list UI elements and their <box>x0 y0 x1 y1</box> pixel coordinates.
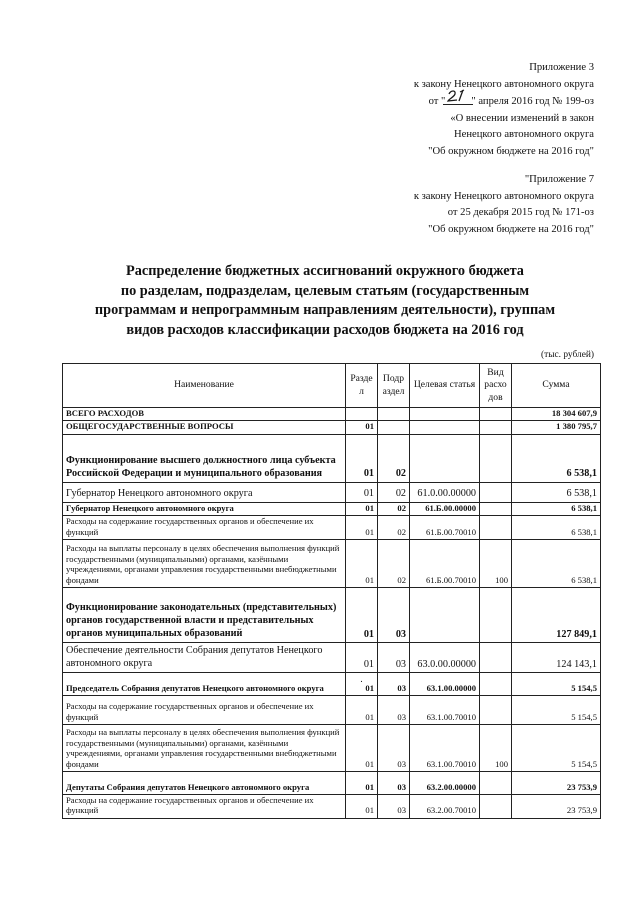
row-type <box>480 434 512 482</box>
appendix-law-title-3: "Об окружном бюджете на 2016 год" <box>428 145 594 157</box>
row-target: 61.Б.00.00000 <box>410 502 480 515</box>
table-row <box>63 516 601 540</box>
row-amount: 6 538,1 <box>512 540 601 588</box>
row-section: 01 <box>346 725 378 772</box>
row-amount: 124 143,1 <box>512 643 601 673</box>
row-amount: 5 154,5 <box>512 673 601 696</box>
row-subsection: 03 <box>378 643 410 673</box>
row-type <box>480 421 512 434</box>
title-line-4: видов расходов классификации расходов бюджета на 2016 год <box>126 321 524 338</box>
handwritten-date-day <box>445 93 471 105</box>
units-label: (тыс. рублей) <box>540 350 594 360</box>
row-subsection <box>378 408 410 421</box>
title-line-3: программам и непрограммным направлениям деятельности), группам <box>94 302 556 319</box>
header-amount: Сумма <box>512 364 601 408</box>
header-target: Целевая статья <box>410 364 480 408</box>
row-target: 63.2.00.00000 <box>410 772 480 795</box>
original-law-date: от 25 декабря 2015 год № 171-оз <box>447 207 594 219</box>
row-subsection: 03 <box>378 795 410 819</box>
row-target: 63.1.00.70010 <box>410 696 480 725</box>
table-row <box>63 725 601 772</box>
row-name: Функционирование высшего должностного лица субъекта Российской Федерации и муниципального образования <box>63 434 346 482</box>
row-subsection <box>378 421 410 434</box>
row-amount: 6 538,1 <box>512 516 601 540</box>
row-type <box>480 588 512 643</box>
row-section: 01 <box>346 540 378 588</box>
row-subsection: 03 <box>378 588 410 643</box>
row-type <box>480 673 512 696</box>
original-law-ref: к закону Ненецкого автономного округа <box>413 190 594 202</box>
row-section: 01 <box>346 643 378 673</box>
row-target <box>410 588 480 643</box>
row-target <box>410 421 480 434</box>
row-amount: 127 849,1 <box>512 588 601 643</box>
row-name: Председатель Собрания депутатов Ненецкого автономного округа <box>63 673 346 696</box>
row-amount: 23 753,9 <box>512 772 601 795</box>
table-row <box>63 588 601 643</box>
row-type <box>480 643 512 673</box>
row-section: 01 <box>346 482 378 502</box>
row-name: Губернатор Ненецкого автономного округа <box>63 502 346 515</box>
row-name: ОБЩЕГОСУДАРСТВЕННЫЕ ВОПРОСЫ <box>63 421 346 434</box>
row-section: . 01 <box>346 673 378 696</box>
row-name: Расходы на содержание государственных органов и обеспечение их функций <box>63 516 346 540</box>
row-subsection: 03 <box>378 696 410 725</box>
title-line-1: Распределение бюджетных ассигнований окружного бюджета <box>126 263 524 279</box>
row-section: 01 <box>346 795 378 819</box>
row-target: 63.0.00.00000 <box>410 643 480 673</box>
table-row <box>63 421 601 434</box>
row-section: 01 <box>346 516 378 540</box>
original-law-title: "Об окружном бюджете на 2016 год" <box>428 223 594 235</box>
appendix-number: Приложение 3 <box>529 62 594 73</box>
appendix-law-ref: к закону Ненецкого автономного округа <box>413 78 594 90</box>
row-amount: 6 538,1 <box>512 502 601 515</box>
row-target <box>410 434 480 482</box>
row-amount: 6 538,1 <box>512 482 601 502</box>
budget-table <box>62 363 601 819</box>
row-section: 01 <box>346 502 378 515</box>
row-subsection: 03 <box>378 725 410 772</box>
row-section: 01 <box>346 421 378 434</box>
row-name: ВСЕГО РАСХОДОВ <box>63 408 346 421</box>
document-title <box>90 262 560 340</box>
row-target: 61.Б.00.70010 <box>410 516 480 540</box>
row-name: Расходы на выплаты персоналу в целях обеспечения выполнения функций государственными (муниципальными) органами, казёнными учреждениями, органами управления государственными внебюджетными фондами <box>63 725 346 772</box>
row-name: Обеспечение деятельности Собрания депутатов Ненецкого автономного округа <box>63 643 346 673</box>
appendix-original-header <box>340 172 594 238</box>
row-name: Губернатор Ненецкого автономного округа <box>63 482 346 502</box>
table-header-row <box>63 364 601 408</box>
table-row <box>63 502 601 515</box>
row-type <box>480 502 512 515</box>
row-type <box>480 516 512 540</box>
header-name: Наименование <box>63 364 346 408</box>
row-name: Депутаты Собрания депутатов Ненецкого автономного округа <box>63 772 346 795</box>
table-row <box>63 482 601 502</box>
appendix-law-title-2: Ненецкого автономного округа <box>454 129 594 141</box>
row-subsection: 02 <box>378 434 410 482</box>
row-target: 63.1.00.70010 <box>410 725 480 772</box>
row-type <box>480 482 512 502</box>
row-type: 100 <box>480 540 512 588</box>
table-row <box>63 696 601 725</box>
row-amount: 6 538,1 <box>512 434 601 482</box>
appendix-current-header <box>340 60 594 161</box>
row-subsection: 02 <box>378 540 410 588</box>
title-line-2: по разделам, подразделам, целевым статьям (государственным <box>120 282 530 299</box>
row-section <box>346 408 378 421</box>
row-amount: 18 304 607,9 <box>512 408 601 421</box>
row-section: 01 <box>346 696 378 725</box>
row-target: 63.2.00.70010 <box>410 795 480 819</box>
row-amount: 1 380 795,7 <box>512 421 601 434</box>
row-amount: 5 154,5 <box>512 725 601 772</box>
row-type <box>480 772 512 795</box>
row-subsection: 03 <box>378 673 410 696</box>
row-type <box>480 696 512 725</box>
header-type: Вид расхо дов <box>480 364 512 408</box>
row-name: Расходы на содержание государственных органов и обеспечение их функций <box>63 696 346 725</box>
appendix-law-title-1: «О внесении изменений в закон <box>450 112 594 124</box>
table-row <box>63 643 601 673</box>
appendix-date-line: от " " апреля 2016 год № 199-оз <box>340 93 594 111</box>
row-target: 61.0.00.00000 <box>410 482 480 502</box>
row-name: Функционирование законодательных (представительных) органов государственной власти и представительных органов муниципальных образований <box>63 588 346 643</box>
row-name: Расходы на выплаты персоналу в целях обеспечения выполнения функций государственными (муниципальными) органами, казёнными учреждениями, органами управления государственными внебюджетными фондами <box>63 540 346 588</box>
row-section: 01 <box>346 434 378 482</box>
row-target: 63.1.00.00000 <box>410 673 480 696</box>
row-subsection: 03 <box>378 772 410 795</box>
table-row <box>63 408 601 421</box>
header-section: Разде л <box>346 364 378 408</box>
table-row <box>63 540 601 588</box>
row-name: Расходы на содержание государственных органов и обеспечение их функций <box>63 795 346 819</box>
header-subsection: Подр аздел <box>378 364 410 408</box>
row-amount: 23 753,9 <box>512 795 601 819</box>
row-subsection: 02 <box>378 482 410 502</box>
row-target: 61.Б.00.70010 <box>410 540 480 588</box>
row-section: 01 <box>346 588 378 643</box>
row-amount: 5 154,5 <box>512 696 601 725</box>
table-row <box>63 772 601 795</box>
row-type <box>480 795 512 819</box>
row-type: 100 <box>480 725 512 772</box>
table-row <box>63 795 601 819</box>
row-subsection: 02 <box>378 502 410 515</box>
row-section: 01 <box>346 772 378 795</box>
table-row <box>63 673 601 696</box>
row-type <box>480 408 512 421</box>
row-subsection: 02 <box>378 516 410 540</box>
row-target <box>410 408 480 421</box>
table-row <box>63 434 601 482</box>
original-appendix-number: "Приложение 7 <box>524 174 594 185</box>
